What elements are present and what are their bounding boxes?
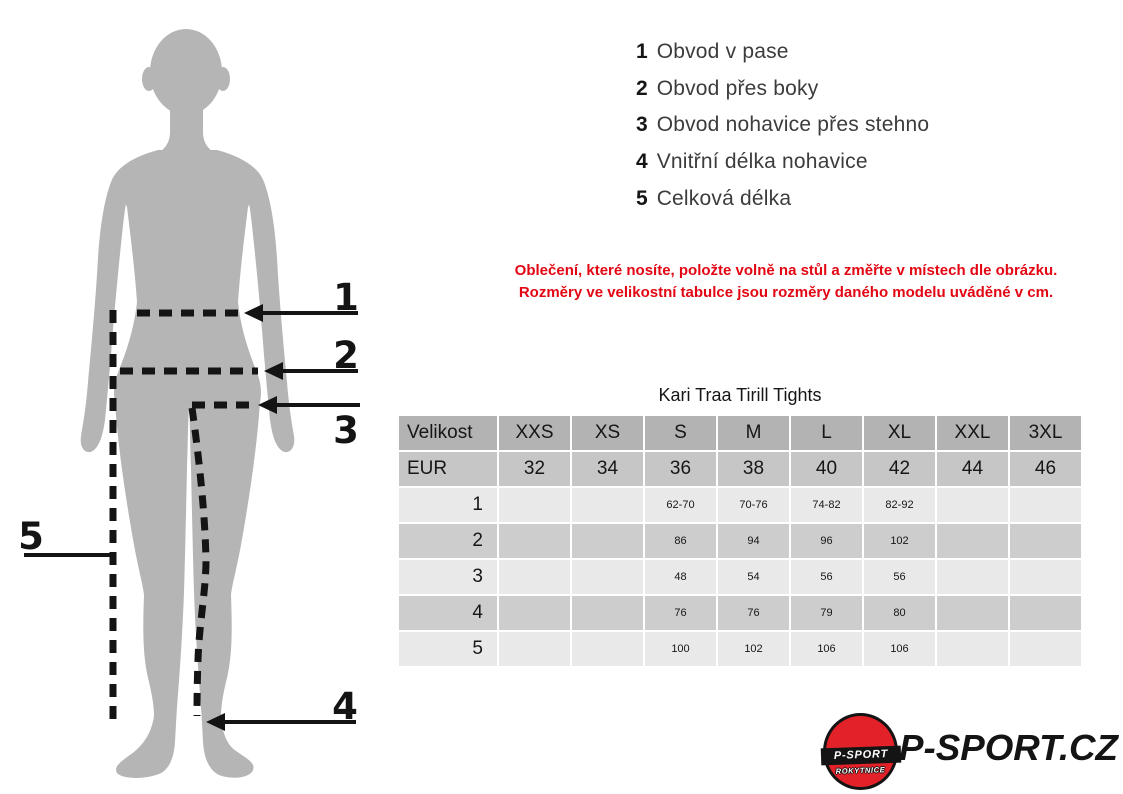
legend-number: 2 <box>636 76 648 100</box>
row-label-cell: 4 <box>399 596 497 630</box>
header-cell-3xl: 3XL <box>1010 416 1081 450</box>
measure-label-4: 4 <box>332 685 358 728</box>
legend-number: 3 <box>636 113 648 137</box>
psport-logo <box>823 711 1118 791</box>
measurement-note <box>441 260 1123 304</box>
value-cell: 106 <box>791 632 862 666</box>
figure-ear-left <box>142 67 156 91</box>
header-cell-s: S <box>645 416 716 450</box>
header-cell-m: M <box>718 416 789 450</box>
psport-badge-icon <box>823 713 898 790</box>
size-table <box>397 414 1083 668</box>
value-cell <box>499 632 570 666</box>
measure-row-4 <box>399 596 1081 630</box>
note-line-1: Oblečení, které nosíte, položte volně na stůl a změřte v místech dle obrázku. <box>514 262 1058 279</box>
value-cell: 56 <box>791 560 862 594</box>
arrowhead-1 <box>244 304 263 322</box>
eur-cell: 32 <box>499 452 570 486</box>
figure-torso-legs <box>111 150 264 778</box>
row-label-cell: 1 <box>399 488 497 522</box>
legend-number: 5 <box>636 186 648 210</box>
eur-cell: 38 <box>718 452 789 486</box>
eur-row <box>399 452 1081 486</box>
value-cell <box>937 632 1008 666</box>
brand-wordmark: P-SPORT.CZ <box>899 727 1118 768</box>
value-cell <box>499 488 570 522</box>
legend-label: Celková délka <box>656 186 792 210</box>
size-table-title: Kari Traa Tirill Tights <box>658 385 822 405</box>
value-cell <box>937 524 1008 558</box>
measure-row-1 <box>399 488 1081 522</box>
value-cell: 94 <box>718 524 789 558</box>
measurement-figure <box>0 0 400 794</box>
size-table-header-row <box>399 416 1081 450</box>
value-cell: 102 <box>864 524 935 558</box>
value-cell: 106 <box>864 632 935 666</box>
value-cell <box>1010 596 1081 630</box>
value-cell: 79 <box>791 596 862 630</box>
value-cell <box>572 560 643 594</box>
value-cell: 86 <box>645 524 716 558</box>
header-cell-xxl: XXL <box>937 416 1008 450</box>
value-cell: 82-92 <box>864 488 935 522</box>
measure-label-5: 5 <box>18 515 44 558</box>
value-cell <box>1010 524 1081 558</box>
row-label-cell: 2 <box>399 524 497 558</box>
legend-label: Obvod přes boky <box>656 76 819 100</box>
legend-number: 1 <box>636 40 648 63</box>
eur-cell: 36 <box>645 452 716 486</box>
note-line-2: Rozměry ve velikostní tabulce jsou rozměry daného modelu uváděné v cm. <box>518 284 1054 301</box>
eur-cell: 42 <box>864 452 935 486</box>
value-cell <box>499 524 570 558</box>
legend-item-2 <box>636 77 929 114</box>
value-cell <box>1010 632 1081 666</box>
value-cell: 80 <box>864 596 935 630</box>
value-cell: 100 <box>645 632 716 666</box>
figure-ear-right <box>216 67 230 91</box>
value-cell <box>572 488 643 522</box>
measure-row-3 <box>399 560 1081 594</box>
measure-label-3: 3 <box>333 409 359 452</box>
value-cell: 102 <box>718 632 789 666</box>
row-label-cell: 3 <box>399 560 497 594</box>
legend-item-5 <box>636 187 929 224</box>
eur-cell: 34 <box>572 452 643 486</box>
value-cell: 56 <box>864 560 935 594</box>
value-cell <box>937 596 1008 630</box>
value-cell: 76 <box>645 596 716 630</box>
badge-line2: ROKYTNICE <box>835 765 886 776</box>
value-cell <box>499 560 570 594</box>
legend-number: 4 <box>636 150 648 174</box>
header-cell-velikost: Velikost <box>399 416 497 450</box>
measure-row-5 <box>399 632 1081 666</box>
arrowhead-3 <box>258 396 277 414</box>
value-cell: 96 <box>791 524 862 558</box>
value-cell: 48 <box>645 560 716 594</box>
value-cell: 76 <box>718 596 789 630</box>
value-cell: 70-76 <box>718 488 789 522</box>
eur-cell: 46 <box>1010 452 1081 486</box>
value-cell <box>1010 560 1081 594</box>
measure-label-1: 1 <box>333 276 359 319</box>
legend-item-1 <box>636 40 929 77</box>
legend-label: Obvod v pase <box>656 40 789 63</box>
measure-label-2: 2 <box>333 334 359 377</box>
legend-item-4 <box>636 150 929 187</box>
badge-line1: P-SPORT <box>833 748 889 762</box>
row-label-cell: 5 <box>399 632 497 666</box>
value-cell <box>572 596 643 630</box>
header-cell-l: L <box>791 416 862 450</box>
value-cell <box>572 632 643 666</box>
value-cell <box>572 524 643 558</box>
header-cell-xxs: XXS <box>499 416 570 450</box>
value-cell <box>937 560 1008 594</box>
header-cell-xs: XS <box>572 416 643 450</box>
value-cell: 62-70 <box>645 488 716 522</box>
measurement-legend <box>636 40 929 223</box>
eur-cell: 44 <box>937 452 1008 486</box>
value-cell: 54 <box>718 560 789 594</box>
size-table-section <box>397 385 1083 668</box>
badge-band <box>821 746 902 766</box>
value-cell <box>937 488 1008 522</box>
legend-item-3 <box>636 113 929 150</box>
legend-label: Obvod nohavice přes stehno <box>656 113 930 137</box>
value-cell <box>499 596 570 630</box>
legend-label: Vnitřní délka nohavice <box>656 150 868 174</box>
value-cell: 74-82 <box>791 488 862 522</box>
eur-cell: 40 <box>791 452 862 486</box>
value-cell <box>1010 488 1081 522</box>
header-cell-xl: XL <box>864 416 935 450</box>
measure-row-2 <box>399 524 1081 558</box>
eur-label-cell: EUR <box>399 452 497 486</box>
